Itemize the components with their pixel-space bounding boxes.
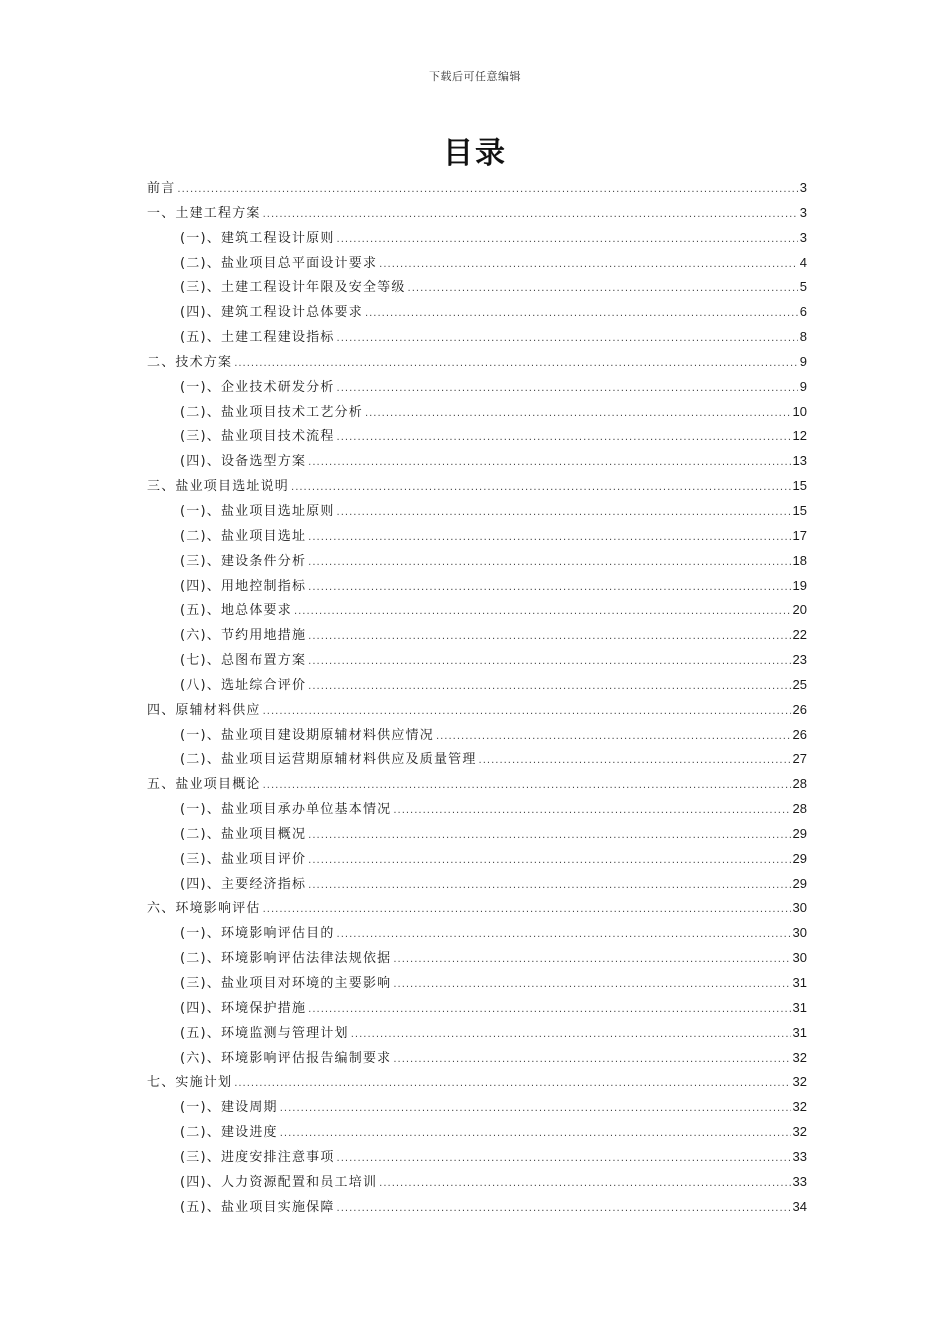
toc-entry-label: (一)、盐业项目承办单位基本情况 — [180, 802, 392, 818]
toc-entry[interactable] — [147, 226, 807, 251]
toc-entry-page-number: 10 — [792, 403, 807, 419]
toc-dot-leader — [308, 625, 790, 650]
toc-entry-page-number: 8 — [799, 329, 807, 345]
toc-dot-leader — [263, 898, 791, 923]
toc-entry-page-number: 6 — [799, 304, 807, 320]
toc-dot-leader — [234, 1072, 790, 1097]
toc-entry[interactable] — [147, 275, 807, 300]
toc-entry[interactable] — [147, 400, 807, 425]
toc-entry[interactable] — [147, 921, 807, 946]
toc-entry[interactable] — [147, 524, 807, 549]
toc-entry-label: 四、原辅材料供应 — [147, 702, 261, 718]
toc-dot-leader — [308, 650, 790, 675]
toc-dot-leader — [365, 402, 791, 427]
toc-entry-page-number: 33 — [792, 1148, 807, 1164]
toc-entry[interactable] — [147, 772, 807, 797]
toc-entry[interactable] — [147, 549, 807, 574]
toc-entry-label: (三)、盐业项目技术流程 — [180, 429, 335, 445]
toc-entry-label: (二)、盐业项目总平面设计要求 — [180, 255, 378, 271]
toc-entry-label: 二、技术方案 — [147, 354, 233, 370]
toc-entry-page-number: 30 — [792, 925, 807, 941]
toc-dot-leader — [308, 551, 790, 576]
toc-entry-label: 三、盐业项目选址说明 — [147, 479, 290, 495]
toc-entry[interactable] — [147, 449, 807, 474]
toc-entry-label: (六)、环境影响评估报告编制要求 — [180, 1050, 392, 1066]
toc-entry-page-number: 32 — [792, 1099, 807, 1115]
toc-entry-label: (三)、建设条件分析 — [180, 553, 307, 569]
toc-dot-leader — [308, 576, 790, 601]
toc-entry-page-number: 4 — [799, 254, 807, 270]
toc-entry-page-number: 33 — [792, 1173, 807, 1189]
toc-entry[interactable] — [147, 797, 807, 822]
toc-dot-leader — [436, 725, 791, 750]
toc-entry-page-number: 32 — [792, 1049, 807, 1065]
toc-entry-page-number: 3 — [799, 180, 807, 195]
toc-entry[interactable] — [147, 698, 807, 723]
toc-entry-page-number: 17 — [792, 527, 807, 543]
toc-entry-label: (四)、建筑工程设计总体要求 — [180, 305, 363, 321]
toc-dot-leader — [280, 1122, 791, 1147]
toc-entry[interactable] — [147, 747, 807, 772]
toc-entry-label: (二)、环境影响评估法律法规依据 — [180, 951, 392, 967]
toc-entry-label: (五)、地总体要求 — [180, 603, 292, 619]
toc-entry-label: 一、土建工程方案 — [147, 205, 261, 221]
toc-dot-leader — [308, 874, 790, 899]
toc-entry-label: (三)、盐业项目评价 — [180, 851, 307, 867]
toc-dot-leader — [291, 476, 791, 501]
toc-entry-page-number: 29 — [792, 825, 807, 841]
toc-entry-page-number: 28 — [792, 776, 807, 792]
toc-dot-leader — [379, 253, 798, 278]
toc-dot-leader — [337, 1197, 791, 1222]
toc-entry-page-number: 5 — [799, 279, 807, 295]
toc-entry-page-number: 20 — [792, 602, 807, 618]
toc-entry[interactable] — [147, 375, 807, 400]
toc-dot-leader — [308, 451, 790, 476]
toc-entry-page-number: 29 — [792, 850, 807, 866]
toc-entry[interactable] — [147, 251, 807, 276]
toc-entry-page-number: 19 — [792, 577, 807, 593]
toc-entry-label: (五)、环境监测与管理计划 — [180, 1025, 349, 1041]
toc-dot-leader — [308, 526, 790, 551]
table-of-contents — [147, 176, 807, 1219]
toc-entry-label: (三)、进度安排注意事项 — [180, 1149, 335, 1165]
toc-entry-label: (一)、企业技术研发分析 — [180, 379, 335, 395]
toc-entry[interactable] — [147, 996, 807, 1021]
toc-entry[interactable] — [147, 1070, 807, 1095]
toc-dot-leader — [337, 377, 798, 402]
toc-entry[interactable] — [147, 300, 807, 325]
toc-entry-page-number: 30 — [792, 950, 807, 966]
toc-entry[interactable] — [147, 1095, 807, 1120]
toc-dot-leader — [294, 600, 791, 625]
toc-dot-leader — [393, 973, 790, 998]
toc-entry-label: (二)、盐业项目运营期原辅材料供应及质量管理 — [180, 752, 477, 768]
toc-entry[interactable] — [147, 1170, 807, 1195]
toc-entry-page-number: 12 — [792, 428, 807, 444]
toc-entry-label: (一)、盐业项目选址原则 — [180, 503, 335, 519]
toc-entry[interactable] — [147, 648, 807, 673]
toc-entry-label: (七)、总图布置方案 — [180, 653, 307, 669]
toc-dot-leader — [337, 1147, 791, 1172]
toc-entry-label: (四)、人力资源配置和员工培训 — [180, 1174, 378, 1190]
toc-entry[interactable] — [147, 1120, 807, 1145]
toc-entry-page-number: 25 — [792, 676, 807, 692]
toc-entry-page-number: 18 — [792, 552, 807, 568]
toc-dot-leader — [234, 352, 798, 377]
toc-entry[interactable] — [147, 598, 807, 623]
toc-entry-page-number: 26 — [792, 701, 807, 717]
toc-entry-label: (八)、选址综合评价 — [180, 677, 307, 693]
toc-entry-page-number: 29 — [792, 875, 807, 891]
toc-entry-label: (三)、土建工程设计年限及安全等级 — [180, 280, 406, 296]
toc-entry[interactable] — [147, 971, 807, 996]
toc-entry-label: 前言 — [147, 181, 176, 196]
toc-entry[interactable] — [147, 1145, 807, 1170]
toc-dot-leader — [308, 849, 790, 874]
toc-dot-leader — [308, 824, 790, 849]
toc-entry[interactable] — [147, 350, 807, 375]
toc-entry-page-number: 28 — [792, 801, 807, 817]
toc-entry-label: (二)、盐业项目技术工艺分析 — [180, 404, 363, 420]
toc-dot-leader — [263, 774, 791, 799]
toc-dot-leader — [308, 675, 790, 700]
header-note: 下载后可任意编辑 — [429, 70, 521, 83]
toc-dot-leader — [263, 203, 798, 228]
toc-entry-label: (四)、环境保护措施 — [180, 1000, 307, 1016]
toc-entry-page-number: 15 — [792, 478, 807, 494]
toc-entry-label: 五、盐业项目概论 — [147, 777, 261, 793]
toc-dot-leader — [280, 1097, 791, 1122]
toc-entry-page-number: 15 — [792, 502, 807, 518]
toc-dot-leader — [308, 998, 790, 1023]
toc-entry-page-number: 31 — [792, 999, 807, 1015]
toc-entry-page-number: 30 — [792, 900, 807, 916]
toc-entry-label: (二)、盐业项目选址 — [180, 528, 307, 544]
toc-entry-page-number: 3 — [799, 204, 807, 220]
toc-entry[interactable] — [147, 1046, 807, 1071]
toc-entry[interactable] — [147, 822, 807, 847]
toc-entry[interactable] — [147, 424, 807, 449]
toc-entry[interactable] — [147, 1195, 807, 1220]
toc-entry-label: (一)、环境影响评估目的 — [180, 926, 335, 942]
toc-entry-label: (一)、建设周期 — [180, 1100, 278, 1116]
toc-entry-label: (六)、节约用地措施 — [180, 628, 307, 644]
page-title: 目录 — [443, 136, 507, 171]
toc-dot-leader — [263, 700, 791, 725]
toc-entry[interactable] — [147, 474, 807, 499]
toc-entry-label: 七、实施计划 — [147, 1075, 233, 1091]
toc-entry[interactable] — [147, 896, 807, 921]
toc-entry[interactable] — [147, 201, 807, 226]
toc-entry[interactable] — [147, 623, 807, 648]
toc-dot-leader — [337, 228, 798, 253]
toc-dot-leader — [351, 1023, 791, 1048]
toc-entry-page-number: 32 — [792, 1074, 807, 1090]
toc-dot-leader — [379, 1172, 790, 1197]
toc-dot-leader — [393, 1048, 790, 1073]
toc-entry-page-number: 26 — [792, 726, 807, 742]
toc-entry-label: (五)、土建工程建设指标 — [180, 330, 335, 346]
toc-entry[interactable] — [147, 325, 807, 350]
toc-entry[interactable] — [147, 499, 807, 524]
toc-entry-page-number: 9 — [799, 378, 807, 394]
toc-dot-leader — [365, 302, 798, 327]
toc-dot-leader — [337, 426, 791, 451]
toc-entry-page-number: 27 — [792, 751, 807, 767]
toc-entry-page-number: 34 — [792, 1198, 807, 1214]
toc-dot-leader — [393, 948, 790, 973]
toc-dot-leader — [337, 327, 798, 352]
toc-dot-leader — [408, 277, 798, 302]
toc-entry-label: (四)、主要经济指标 — [180, 876, 307, 892]
toc-entry-label: (一)、盐业项目建设期原辅材料供应情况 — [180, 727, 434, 743]
toc-entry-page-number: 9 — [799, 353, 807, 369]
toc-entry[interactable] — [147, 723, 807, 748]
toc-entry-page-number: 13 — [792, 453, 807, 469]
toc-entry[interactable] — [147, 176, 807, 201]
toc-entry[interactable] — [147, 673, 807, 698]
toc-entry-label: 六、环境影响评估 — [147, 901, 261, 917]
toc-dot-leader — [337, 923, 791, 948]
toc-entry-page-number: 31 — [792, 1024, 807, 1040]
toc-entry-page-number: 23 — [792, 652, 807, 668]
toc-dot-leader — [393, 799, 790, 824]
toc-entry-page-number: 32 — [792, 1124, 807, 1140]
toc-entry-label: (四)、用地控制指标 — [180, 578, 307, 594]
toc-entry-label: (一)、建筑工程设计原则 — [180, 230, 335, 246]
toc-entry[interactable] — [147, 847, 807, 872]
toc-entry[interactable] — [147, 1021, 807, 1046]
toc-entry-label: (二)、盐业项目概况 — [180, 826, 307, 842]
toc-entry-page-number: 3 — [799, 229, 807, 245]
toc-dot-leader — [337, 501, 791, 526]
toc-entry-label: (二)、建设进度 — [180, 1125, 278, 1141]
toc-entry[interactable] — [147, 574, 807, 599]
toc-dot-leader — [479, 749, 791, 774]
toc-entry-page-number: 31 — [792, 975, 807, 990]
toc-entry[interactable] — [147, 872, 807, 897]
toc-entry-page-number: 22 — [792, 627, 807, 643]
toc-entry-label: (四)、设备选型方案 — [180, 454, 307, 470]
toc-dot-leader — [177, 178, 797, 203]
toc-entry-label: (三)、盐业项目对环境的主要影响 — [180, 976, 392, 991]
toc-entry[interactable] — [147, 946, 807, 971]
toc-entry-label: (五)、盐业项目实施保障 — [180, 1199, 335, 1215]
